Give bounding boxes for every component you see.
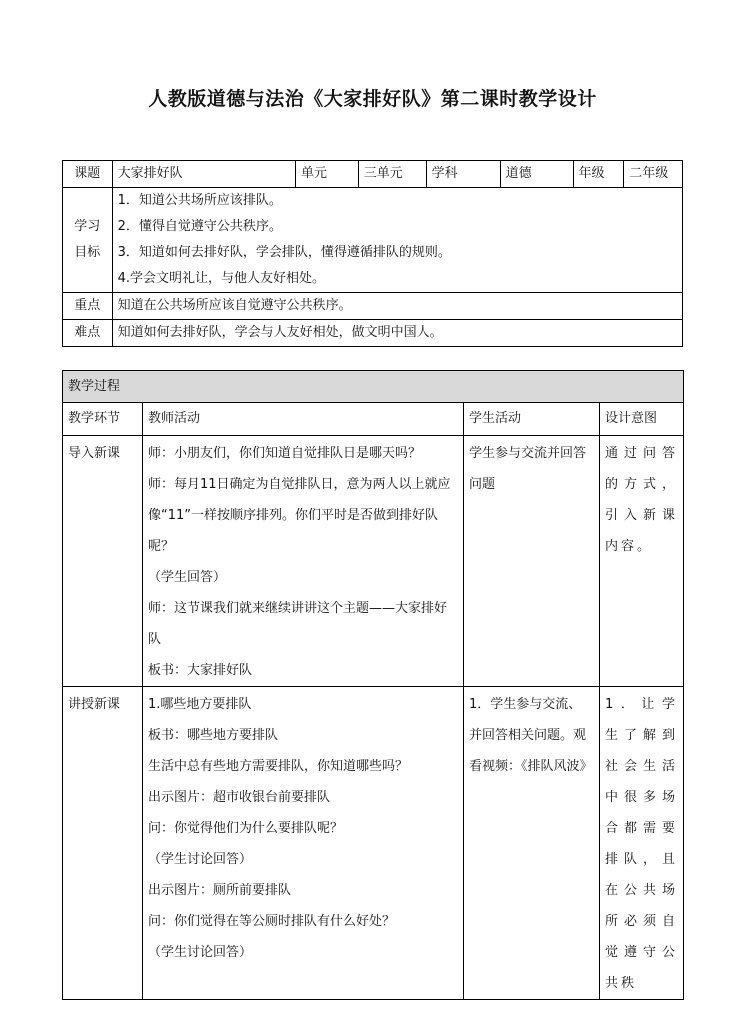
- column-header-stage: 教学环节: [63, 403, 143, 436]
- teacher-line: （学生讨论回答）: [148, 945, 253, 960]
- unit-label: 单元: [295, 161, 358, 188]
- goal-item: 2．懂得自觉遵守公共秩序。: [117, 219, 282, 234]
- unit-value: 三单元: [358, 161, 426, 188]
- teacher-line: 师：每月11日确定为自觉排队日，意为两人以上就应像“11”一样按顺序排列。你们平时是否做到排好队呢？: [148, 477, 451, 554]
- teacher-line: 1.哪些地方要排队: [148, 697, 252, 712]
- goals-list: [112, 188, 682, 293]
- subject-label: 学科: [426, 161, 500, 188]
- process-header: 教学过程: [63, 371, 684, 403]
- stage-cell: 讲授新课: [63, 687, 143, 1000]
- grade-label: 年级: [573, 161, 624, 188]
- goals-label-line-1: 学习: [74, 219, 101, 234]
- teacher-line: 师：小朋友们，你们知道自觉排队日是哪天吗？: [148, 446, 422, 461]
- page-title: 人教版道德与法治《大家排好队》第二课时教学设计: [148, 88, 597, 110]
- teacher-line: （学生回答）: [148, 570, 227, 585]
- difficult-label: 难点: [63, 320, 113, 347]
- teacher-line: 板书：哪些地方要排队: [148, 728, 279, 743]
- stage-cell: 导入新课: [63, 436, 143, 687]
- course-value: 大家排好队: [112, 161, 295, 188]
- difficult-value: 知道如何去排好队，学会与人友好相处，做文明中国人。: [112, 320, 682, 347]
- teacher-activity-cell: [143, 436, 464, 687]
- teacher-line: 板书：大家排好队: [148, 663, 253, 678]
- design-intent-cell: 通过问答的方式，引入新课内容。: [600, 436, 684, 687]
- teaching-process-table: [62, 370, 684, 1000]
- teacher-line: （学生讨论回答）: [148, 852, 253, 867]
- teacher-line: 生活中总有些地方需要排队，你知道哪些吗？: [148, 759, 409, 774]
- goals-label-line-2: 目标: [74, 245, 101, 260]
- course-info-table: [62, 160, 683, 347]
- key-label: 重点: [63, 293, 113, 320]
- teacher-line: 出示图片：超市收银台前要排队: [148, 790, 331, 805]
- teacher-activity-cell: [143, 687, 464, 1000]
- goals-label: [63, 188, 113, 293]
- subject-value: 道德: [500, 161, 573, 188]
- goal-item: 3．知道如何去排好队，学会排队，懂得遵循排队的规则。: [117, 245, 451, 260]
- column-header-student: 学生活动: [464, 403, 600, 436]
- teacher-line: 问：你觉得他们为什么要排队呢？: [148, 821, 344, 836]
- student-activity-cell: 学生参与交流并回答问题: [464, 436, 600, 687]
- teacher-line: 师：这节课我们就来继续讲讲这个主题——大家排好队: [148, 601, 448, 647]
- goal-item: 1．知道公共场所应该排队。: [117, 193, 282, 208]
- design-intent-cell: 1．让学生了解到社会生活中很多场合都需要排队，且在公共场所必须自觉遵守公共秩: [600, 687, 684, 1000]
- course-label: 课题: [63, 161, 113, 188]
- key-value: 知道在公共场所应该自觉遵守公共秩序。: [112, 293, 682, 320]
- grade-value: 二年级: [624, 161, 683, 188]
- student-activity-cell: 1．学生参与交流、并回答相关问题。观看视频：《排队风波》: [464, 687, 600, 1000]
- teacher-line: 问：你们觉得在等公厕时排队有什么好处？: [148, 914, 396, 929]
- column-header-teacher: 教师活动: [143, 403, 464, 436]
- goal-item: 4.学会文明礼让，与他人友好相处。: [117, 271, 326, 286]
- column-header-intent: 设计意图: [600, 403, 684, 436]
- teacher-line: 出示图片：厕所前要排队: [148, 883, 292, 898]
